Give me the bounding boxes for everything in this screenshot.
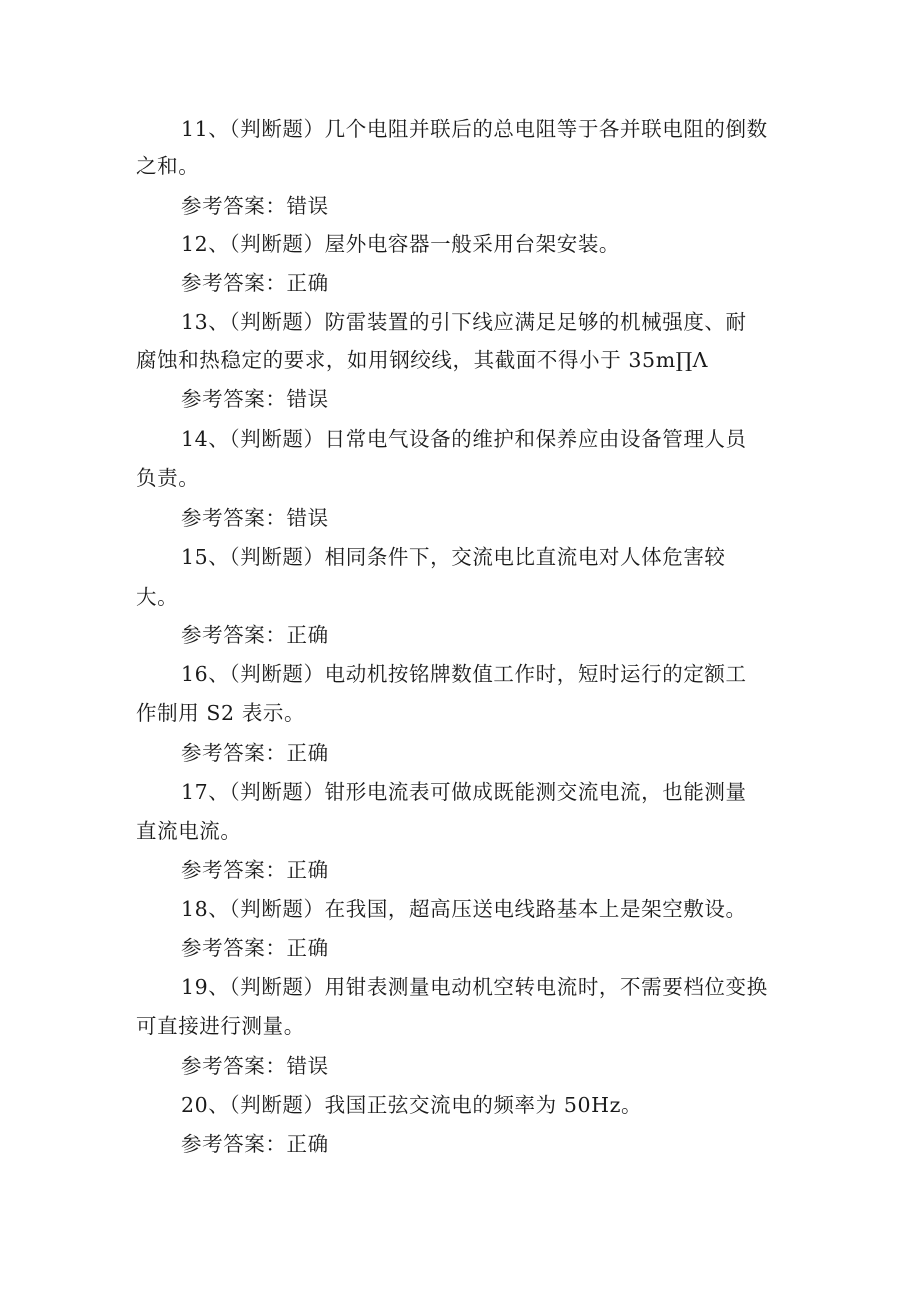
answer-12: 参考答案：正确 (181, 271, 329, 295)
answer-18: 参考答案：正确 (181, 936, 329, 960)
question-15-line-2: 大。 (136, 585, 179, 609)
question-11-line-1: 11、（判断题）几个电阻并联后的总电阻等于各并联电阻的倒数 (181, 117, 768, 141)
question-12-line-1: 12、（判断题）屋外电容器一般采用台架安装。 (181, 232, 621, 256)
answer-15: 参考答案：正确 (181, 623, 329, 647)
answer-19: 参考答案：错误 (181, 1054, 329, 1078)
question-20-line-1: 20、（判断题）我国正弦交流电的频率为 50Hz。 (181, 1093, 643, 1117)
question-16-line-2: 作制用 S2 表示。 (136, 701, 306, 725)
answer-17: 参考答案：正确 (181, 858, 329, 882)
answer-11: 参考答案：错误 (181, 194, 329, 218)
question-17-line-1: 17、（判断题）钳形电流表可做成既能测交流电流，也能测量 (181, 780, 747, 804)
question-19-line-2: 可直接进行测量。 (136, 1014, 305, 1038)
answer-16: 参考答案：正确 (181, 741, 329, 765)
question-18-line-1: 18、（判断题）在我国，超高压送电线路基本上是架空敷设。 (181, 897, 747, 921)
question-16-line-1: 16、（判断题）电动机按铭牌数值工作时，短时运行的定额工 (181, 662, 747, 686)
question-14-line-1: 14、（判断题）日常电气设备的维护和保养应由设备管理人员 (181, 427, 747, 451)
answer-14: 参考答案：错误 (181, 506, 329, 530)
question-11-line-2: 之和。 (136, 154, 200, 178)
question-19-line-1: 19、（判断题）用钳表测量电动机空转电流时，不需要档位变换 (181, 975, 768, 999)
question-15-line-1: 15、（判断题）相同条件下，交流电比直流电对人体危害较 (181, 545, 726, 569)
question-13-line-2: 腐蚀和热稳定的要求，如用钢绞线，其截面不得小于 35m∏Λ (136, 348, 709, 372)
answer-20: 参考答案：正确 (181, 1132, 329, 1156)
question-17-line-2: 直流电流。 (136, 819, 242, 843)
question-13-line-1: 13、（判断题）防雷装置的引下线应满足足够的机械强度、耐 (181, 310, 747, 334)
answer-13: 参考答案：错误 (181, 387, 329, 411)
question-14-line-2: 负责。 (136, 466, 200, 490)
